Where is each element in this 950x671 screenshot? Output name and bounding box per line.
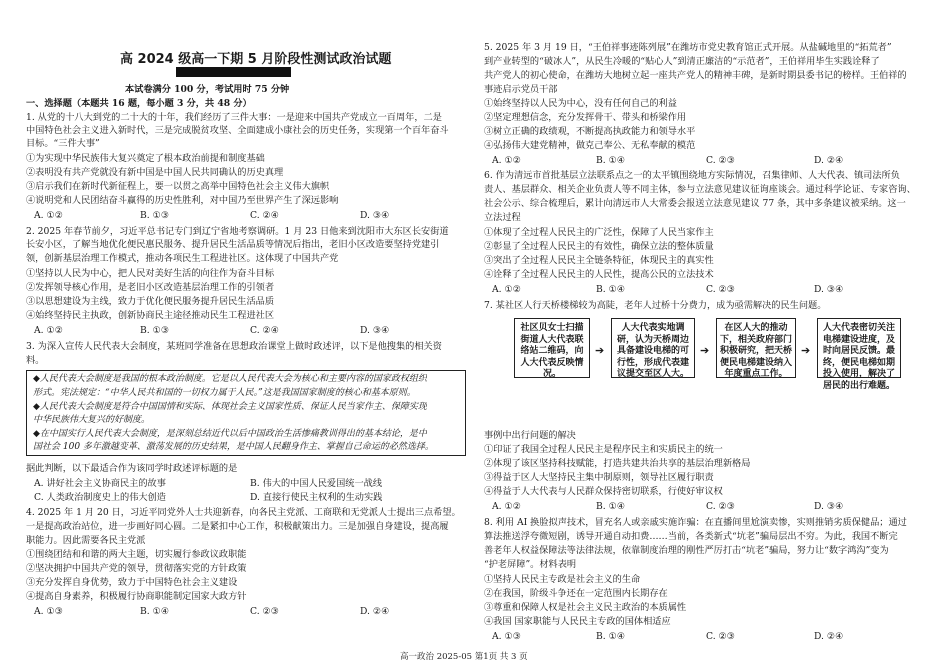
option[interactable]: A. 讲好社会主义协商民主的故事: [34, 478, 166, 489]
q4-item: ③充分发挥自身优势，致力于中国特色社会主义建设: [26, 577, 238, 588]
q1-text: 目标。“三件大事”: [26, 138, 100, 149]
q3-stem: 据此判断，以下最适合作为该同学时政述评标题的是: [26, 463, 238, 474]
option[interactable]: B. ①④: [140, 606, 170, 617]
q4-text: 一是提高政治站位，进一步画好同心圆。二是紧扣中心工作，积极献策出力。三是加强自身建设，提高履: [26, 521, 449, 532]
q5-item: ②坚定理想信念，充分发挥骨干、带头和桥梁作用: [484, 112, 687, 123]
option[interactable]: C. ②④: [250, 210, 280, 221]
option[interactable]: C. 人类政治制度史上的伟大创造: [34, 492, 166, 503]
box-line: 中华民族伟大复兴的好制度。: [33, 415, 151, 425]
q6-text: 责人、基层群众、相关企业负责人等不同主体，参与立法意见建议征询座谈会。通过科学论证、专家咨询、: [484, 184, 916, 195]
page-footer: 高一政治 2025-05 第1页 共 3 页: [400, 652, 528, 662]
option[interactable]: C. ②④: [250, 325, 280, 336]
q7-options: [484, 500, 924, 513]
q2-item: ③以思想建设为主线，致力于优化便民服务提升居民生活品质: [26, 296, 275, 307]
q2-item: ②发挥领导核心作用，是老旧小区改造基层治理工作的引领者: [26, 282, 275, 293]
q5-item: ③树立正确的政绩观，不断提高执政能力和领导水平: [484, 126, 696, 137]
q7-item: ③得益于区人大坚持民主集中制原则，领导社区履行职责: [484, 472, 714, 483]
q8-text: 算法推送浮夸微短剧，诱导开通自动扣费……当前，各类新式“坑老”骗局层出不穷。为此，我国不断完: [484, 531, 898, 542]
arrow-right-icon: ➔: [801, 344, 811, 357]
option[interactable]: C. ②③: [250, 606, 280, 617]
flow-step-1: 社区贝女士扫描街道人大代表联络站二维码，向人大代表反映情况。: [514, 318, 590, 378]
q1-item: ②表明没有共产党就没有新中国是中国人民共同确认的历史真理: [26, 167, 284, 178]
flow-step-3: 在区人大的推动下，相关政府部门积极研究，把天桥便民电梯建设纳入年度重点工作。: [716, 318, 796, 378]
flow-step-2: 人大代表实地调研，认为天桥周边具备建设电梯的可行性，形成代表建议提交至区人大。: [611, 318, 695, 378]
q8-item: ①坚持人民民主专政是社会主义的生命: [484, 574, 641, 585]
q1-item: ①为实现中华民族伟大复兴奠定了根本政治前提和制度基础: [26, 153, 265, 164]
option[interactable]: D. ③④: [814, 284, 844, 295]
q2-text: 2. 2025 年春节前夕，习近平总书记专门到辽宁省地考察调研。1 月 23 日他来到沈阳市大东区长安街道: [26, 226, 449, 237]
q4-text: 职能力。因此需要各民主党派: [26, 535, 146, 546]
option[interactable]: D. ②④: [814, 631, 844, 642]
q6-item: ①体现了全过程人民民主的广泛性，保障了人民当家作主: [484, 227, 714, 238]
q5-item: ④弘扬伟大建党精神，做克己奉公、无私奉献的模范: [484, 140, 696, 151]
q2-item: ④始终坚持民主执政，创新协商民主途径推动民生工程进社区: [26, 310, 275, 321]
option[interactable]: D. ③④: [360, 325, 390, 336]
option[interactable]: C. ②③: [706, 501, 736, 512]
option[interactable]: A. ①②: [492, 284, 521, 295]
section-heading: 一、选择题（本题共 16 题，每小题 3 分，共 48 分）: [26, 98, 252, 109]
box-line: 形式。宪法规定：“中华人民共和国的一切权力属于人民。”这是我国国家制度的核心和基本原则。: [33, 388, 416, 398]
q6-text: 6. 作为清远市首批基层立法联系点之一的太平镇围绕地方实际情况，召集律师、人大代表、镇司法所负: [484, 170, 900, 181]
exam-title: 高 2024 级高一下期 5 月阶段性测试政治试题: [120, 52, 392, 67]
q6-item: ②彰显了全过程人民民主的有效性，确保立法的整体质量: [484, 241, 714, 252]
q3-text: 料。: [26, 355, 45, 366]
q1-options: [26, 209, 466, 222]
q5-text: 事迹启示党员干部: [484, 84, 558, 95]
exam-info: 本试卷满分 100 分，考试用时 75 分钟: [125, 84, 290, 95]
q7-stem: 事例中出行问题的解决: [484, 430, 576, 441]
q4-options: [26, 605, 466, 618]
q2-options: [26, 324, 466, 337]
q3-options: [26, 477, 466, 490]
option[interactable]: A. ①②: [34, 210, 63, 221]
option[interactable]: D. ②④: [360, 606, 390, 617]
q5-text: 到产业转型的“破冰人”，从民生冷暖的“贴心人”到清正廉洁的“示范者”，王伯祥用毕生实践诠释了: [484, 56, 880, 67]
q2-text: 长安小区，了解当地优化便民惠民服务、提升居民生活品质等情况后指出，老旧小区改造要坚持党建引: [26, 239, 440, 250]
option[interactable]: C. ②③: [706, 284, 736, 295]
q5-text: 5. 2025 年 3 月 19 日，“王伯祥事迹陈列展”在潍坊市党史教育馆正式开展。从盐碱地里的“拓荒者”: [484, 42, 892, 53]
option[interactable]: B. ①④: [596, 284, 626, 295]
q4-item: ②坚决拥护中国共产党的领导，贯彻落实党的方针政策: [26, 563, 247, 574]
arrow-right-icon: ➔: [700, 344, 710, 357]
q3-text: 3. 为深入宣传人民代表大会制度，某班同学准备在思想政治课堂上做时政述评，以下是他搜集的相关资: [26, 341, 442, 352]
q5-options: [484, 154, 924, 167]
option[interactable]: B. ①④: [596, 155, 626, 166]
redacted-bar: [176, 67, 291, 77]
option[interactable]: D. ③④: [814, 501, 844, 512]
q8-options: [484, 630, 924, 643]
arrow-right-icon: ➔: [595, 344, 605, 357]
q4-item: ①围绕团结和和谐的两大主题，切实履行参政议政职能: [26, 549, 247, 560]
flow-step-4: 人大代表密切关注电梯建设进度，及时向居民反馈。最终，便民电梯如期投入使用，解决了居民的出行难题。: [817, 318, 901, 378]
q8-item: ④我国 国家职能与人民民主专政的国体相适应: [484, 616, 671, 627]
box-line: ◆人民代表大会制度是符合中国国情和实际、体现社会主义国家性质、保证人民当家作主、保障实现: [33, 402, 427, 412]
option[interactable]: C. ②③: [706, 631, 736, 642]
q2-text: 领，创新基层治理工作模式，推动各项民生工程进社区。这体现了中国共产党: [26, 253, 339, 264]
q8-item: ③尊重和保障人权是社会主义民主政治的本质属性: [484, 602, 687, 613]
q6-text: 立法过程: [484, 212, 521, 223]
option[interactable]: A. ①②: [34, 325, 63, 336]
q6-item: ③突出了全过程人民民主全链条特征，体现民主的真实性: [484, 255, 714, 266]
box-line: ◆人民代表大会制度是我国的根本政治制度。它是以人民代表大会为核心和主要内容的国家政权组织: [33, 374, 427, 384]
q1-text: 中国特色社会主义进入新时代，三是完成脱贫攻坚、全面建成小康社会的历史任务，实现第一个百年奋斗: [26, 125, 449, 136]
q4-text: 4. 2025 年 1 月 20 日，习近平同党外人士共迎新春，向各民主党派、工商联和无党派人士提出三点希望。: [26, 507, 461, 518]
option[interactable]: C. ②③: [706, 155, 736, 166]
option[interactable]: B. ①④: [596, 631, 626, 642]
q4-item: ④提高自身素养，积极履行协商职能制定国家大政方针: [26, 591, 247, 602]
q1-item: ④说明党和人民团结奋斗赢得的历史性胜利，对中国乃至世界产生了深远影响: [26, 195, 339, 206]
q8-text: 8. 利用 AI 换脸拟声技术，冒充名人或亲戚实施诈骗：在直播间里尬演卖惨，实则推销劣质保健品；通过: [484, 517, 907, 528]
q5-item: ①始终坚持以人民为中心，没有任何自己的利益: [484, 98, 677, 109]
q8-item: ②在我国，阶级斗争还在一定范围内长期存在: [484, 588, 668, 599]
q6-options: [484, 283, 924, 296]
q8-text: 善老年人权益保障法等法律法规，依靠制度治理的刚性严厉打击“坑老”骗局，努力让“数字鸿沟”变为: [484, 545, 889, 556]
box-line: ◆在中国实行人民代表大会制度，是深刻总结近代以后中国政治生活惨痛教训得出的基本结论，是中: [33, 429, 427, 439]
q7-item: ④得益于人大代表与人民群众保持密切联系，行使好审议权: [484, 486, 723, 497]
q5-text: 共产党人的初心使命，在潍坊大地树立起一座共产党人的精神丰碑，是新时期县委书记的榜样。王伯祥的: [484, 70, 907, 81]
option[interactable]: A. ①②: [492, 155, 521, 166]
option[interactable]: B. ①④: [596, 501, 626, 512]
option[interactable]: A. ①③: [492, 631, 521, 642]
option[interactable]: A. ①③: [34, 606, 63, 617]
q1-item: ③启示我们在新时代新征程上，要一以贯之高举中国特色社会主义伟大旗帜: [26, 181, 330, 192]
q3-options: [26, 491, 466, 504]
q7-text: 7. 某社区人行天桥楼梯较为高陡，老年人过桥十分费力，成为亟需解决的民生问题。: [484, 300, 827, 311]
option[interactable]: D. 直接行使民主权利的生动实践: [250, 492, 383, 503]
q8-text: “护老屏障”。材料表明: [484, 559, 577, 570]
box-line: 国社会 100 多年激越变革、激荡发展的历史结果，是中国人民翻身作主、掌握自己命运的必然选择。: [33, 442, 434, 452]
q7-item: ①印证了我国全过程人民民主是程序民主和实质民主的统一: [484, 444, 723, 455]
option[interactable]: D. ②④: [814, 155, 844, 166]
option[interactable]: A. ①②: [492, 501, 521, 512]
option[interactable]: B. 伟大的中国人民爱国统一战线: [250, 478, 383, 489]
option[interactable]: B. ①③: [140, 325, 170, 336]
q1-text: 1. 从党的十八大到党的二十大的十年，我们经历了三件大事：一是迎来中国共产党成立一百周年，二是: [26, 112, 442, 123]
q7-item: ②体现了该区坚持科技赋能，打造共建共治共享的基层治理新格局: [484, 458, 751, 469]
q3-material-box: [26, 370, 466, 456]
q6-text: 社会公示、综合梳理后，累计向清远市人大常委会报送立法意见建议 77 条，其中多条建议被采纳。这一: [484, 198, 906, 209]
option[interactable]: D. ③④: [360, 210, 390, 221]
option[interactable]: B. ①③: [140, 210, 170, 221]
q2-item: ①坚持以人民为中心，把人民对美好生活的向往作为奋斗目标: [26, 268, 275, 279]
q6-item: ④诠释了全过程人民民主的人民性，提高公民的立法技术: [484, 269, 714, 280]
